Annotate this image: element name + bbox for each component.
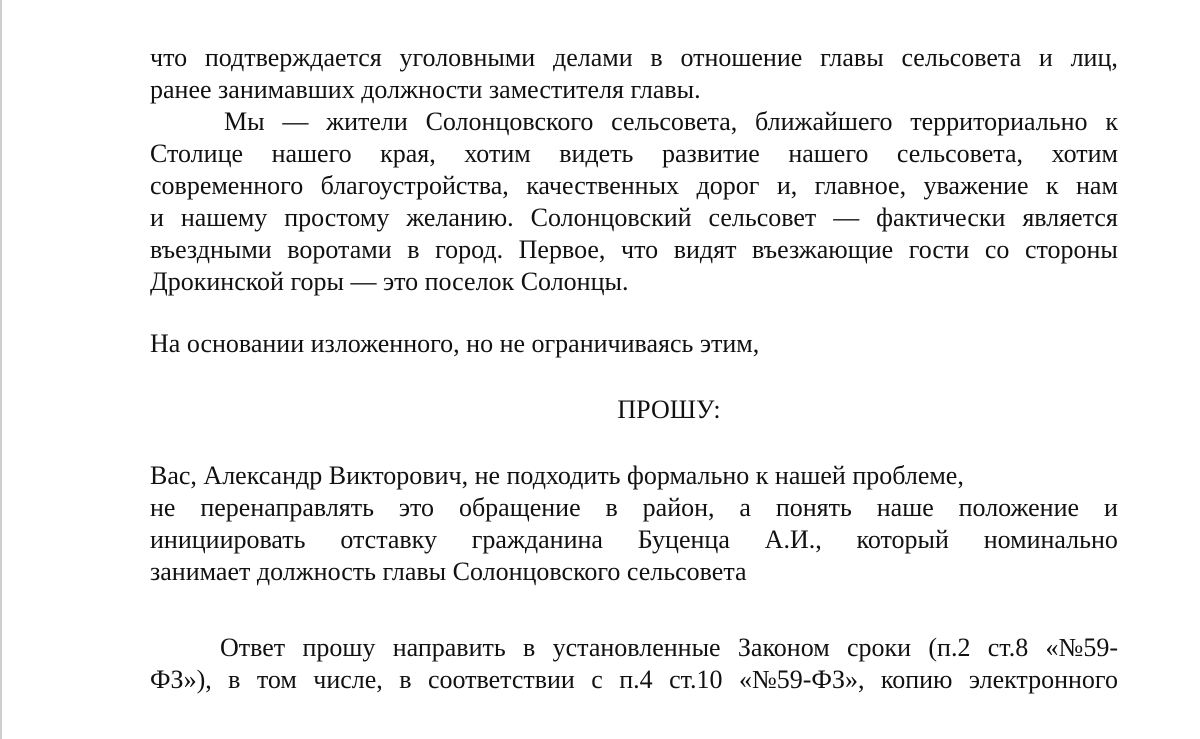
word: нашего [271,139,352,168]
word: в [228,665,241,694]
word: к [1045,171,1059,200]
word: направить [392,633,506,662]
word: к [1105,107,1118,136]
text-line: занимает должность главы Солонцовского сельсовета [150,557,747,586]
word: гости [908,235,970,264]
page-left-edge [0,0,2,739]
text-line [150,524,1118,556]
request-heading: ПРОШУ: [617,395,721,424]
word: нашего [788,139,869,168]
word: с [591,665,603,694]
word: видят [673,235,737,264]
word: уголовными [399,43,536,72]
word: Солонцовского [425,107,594,136]
word: въездными [150,235,272,264]
word: сроки [846,633,912,662]
word: развитие [661,139,760,168]
word: обращение [458,493,581,522]
word: инициировать [150,525,306,554]
word: «№59- [1045,633,1118,662]
word: что [621,235,659,264]
word: и, [776,171,798,200]
word: в [650,43,663,72]
word: — [833,203,860,232]
word: со [984,235,1010,264]
word: (п.2 [928,633,971,662]
word: город. [435,235,504,264]
word: наше [876,493,934,522]
word: и [1103,493,1118,522]
text-line [150,202,1118,234]
word: — [282,107,309,136]
word: хотим [464,139,531,168]
word: хотим [1051,139,1118,168]
paragraph-answer [150,632,1118,696]
word: видеть [559,139,634,168]
word: Первое, [518,235,606,264]
word: желанию. [406,203,514,232]
text-line [150,106,1118,138]
word: нам [1075,171,1118,200]
text-line [150,632,1118,664]
word: п.4 [619,665,653,694]
word: в [605,493,618,522]
word: края, [380,139,436,168]
word: не [150,493,176,522]
word: жители [326,107,408,136]
word: стороны [1024,235,1118,264]
word: прошу [302,633,376,662]
word: том [256,665,297,694]
word: современного [150,171,304,200]
word: отношение [680,43,803,72]
word: положение [958,493,1080,522]
word: благоустройства, [320,171,509,200]
text-line: Дрокинской горы — это поселок Солонцы. [150,267,629,296]
word: а [739,493,751,522]
word: номинально [983,525,1118,554]
word: отставку [340,525,437,554]
word: качественных [526,171,680,200]
word: понять [775,493,852,522]
word: в [407,235,420,264]
word: и [150,203,164,232]
word: подтверждается [204,43,382,72]
word: гражданина [471,525,603,554]
word: дорог [696,171,760,200]
word: ФЗ»), [150,665,212,694]
word: электронного [968,665,1118,694]
word: «№59-ФЗ», [738,665,865,694]
word: Законом [737,633,830,662]
word: район, [642,493,715,522]
word: делами [552,43,633,72]
text-line [150,170,1118,202]
word: перенаправлять [200,493,374,522]
word: соответствии [427,665,575,694]
text-line [150,42,1118,74]
word: копию [880,665,953,694]
word: въезжающие [752,235,894,264]
word: и [1038,43,1053,72]
word: сельсовета [901,43,1022,72]
word: главное, [814,171,907,200]
paragraph-intro-end [150,42,1118,106]
text-line: Вас, Александр Викторович, не подходить формально к нашей проблеме, [150,461,964,490]
word: Мы [224,107,265,136]
word: ст.10 [669,665,723,694]
word: главы [820,43,884,72]
word: уважение [923,171,1029,200]
word: в [399,665,412,694]
word: Столице [150,139,244,168]
word: Солонцовский [530,203,692,232]
word: который [856,525,949,554]
word: нашему [180,203,268,232]
word: А.И., [764,525,822,554]
word: в [523,633,536,662]
text-line [150,138,1118,170]
word: ближайшего [755,107,893,136]
word: установленные [552,633,721,662]
text-line [150,664,1118,696]
paragraph-request [150,460,1118,588]
word: воротами [287,235,392,264]
text-line [150,492,1118,524]
word: ст.8 [987,633,1029,662]
word: числе, [313,665,383,694]
word: Ответ [220,633,286,662]
text-line [150,234,1118,266]
text-line: ранее занимавших должности заместителя главы. [150,75,701,104]
word: простому [284,203,390,232]
word: фактически [876,203,1006,232]
word: территориально [910,107,1088,136]
word: является [1022,203,1118,232]
word: лиц, [1070,43,1118,72]
word: сельсовета, [611,107,738,136]
paragraph-residents [150,106,1118,298]
word: Буценца [637,525,730,554]
word: что [150,43,188,72]
basis-line: На основании изложенного, но не ограничиваясь этим, [150,329,760,358]
word: это [398,493,435,522]
word: сельсовет [708,203,817,232]
document-page [150,42,1118,696]
word: сельсовета, [896,139,1024,168]
